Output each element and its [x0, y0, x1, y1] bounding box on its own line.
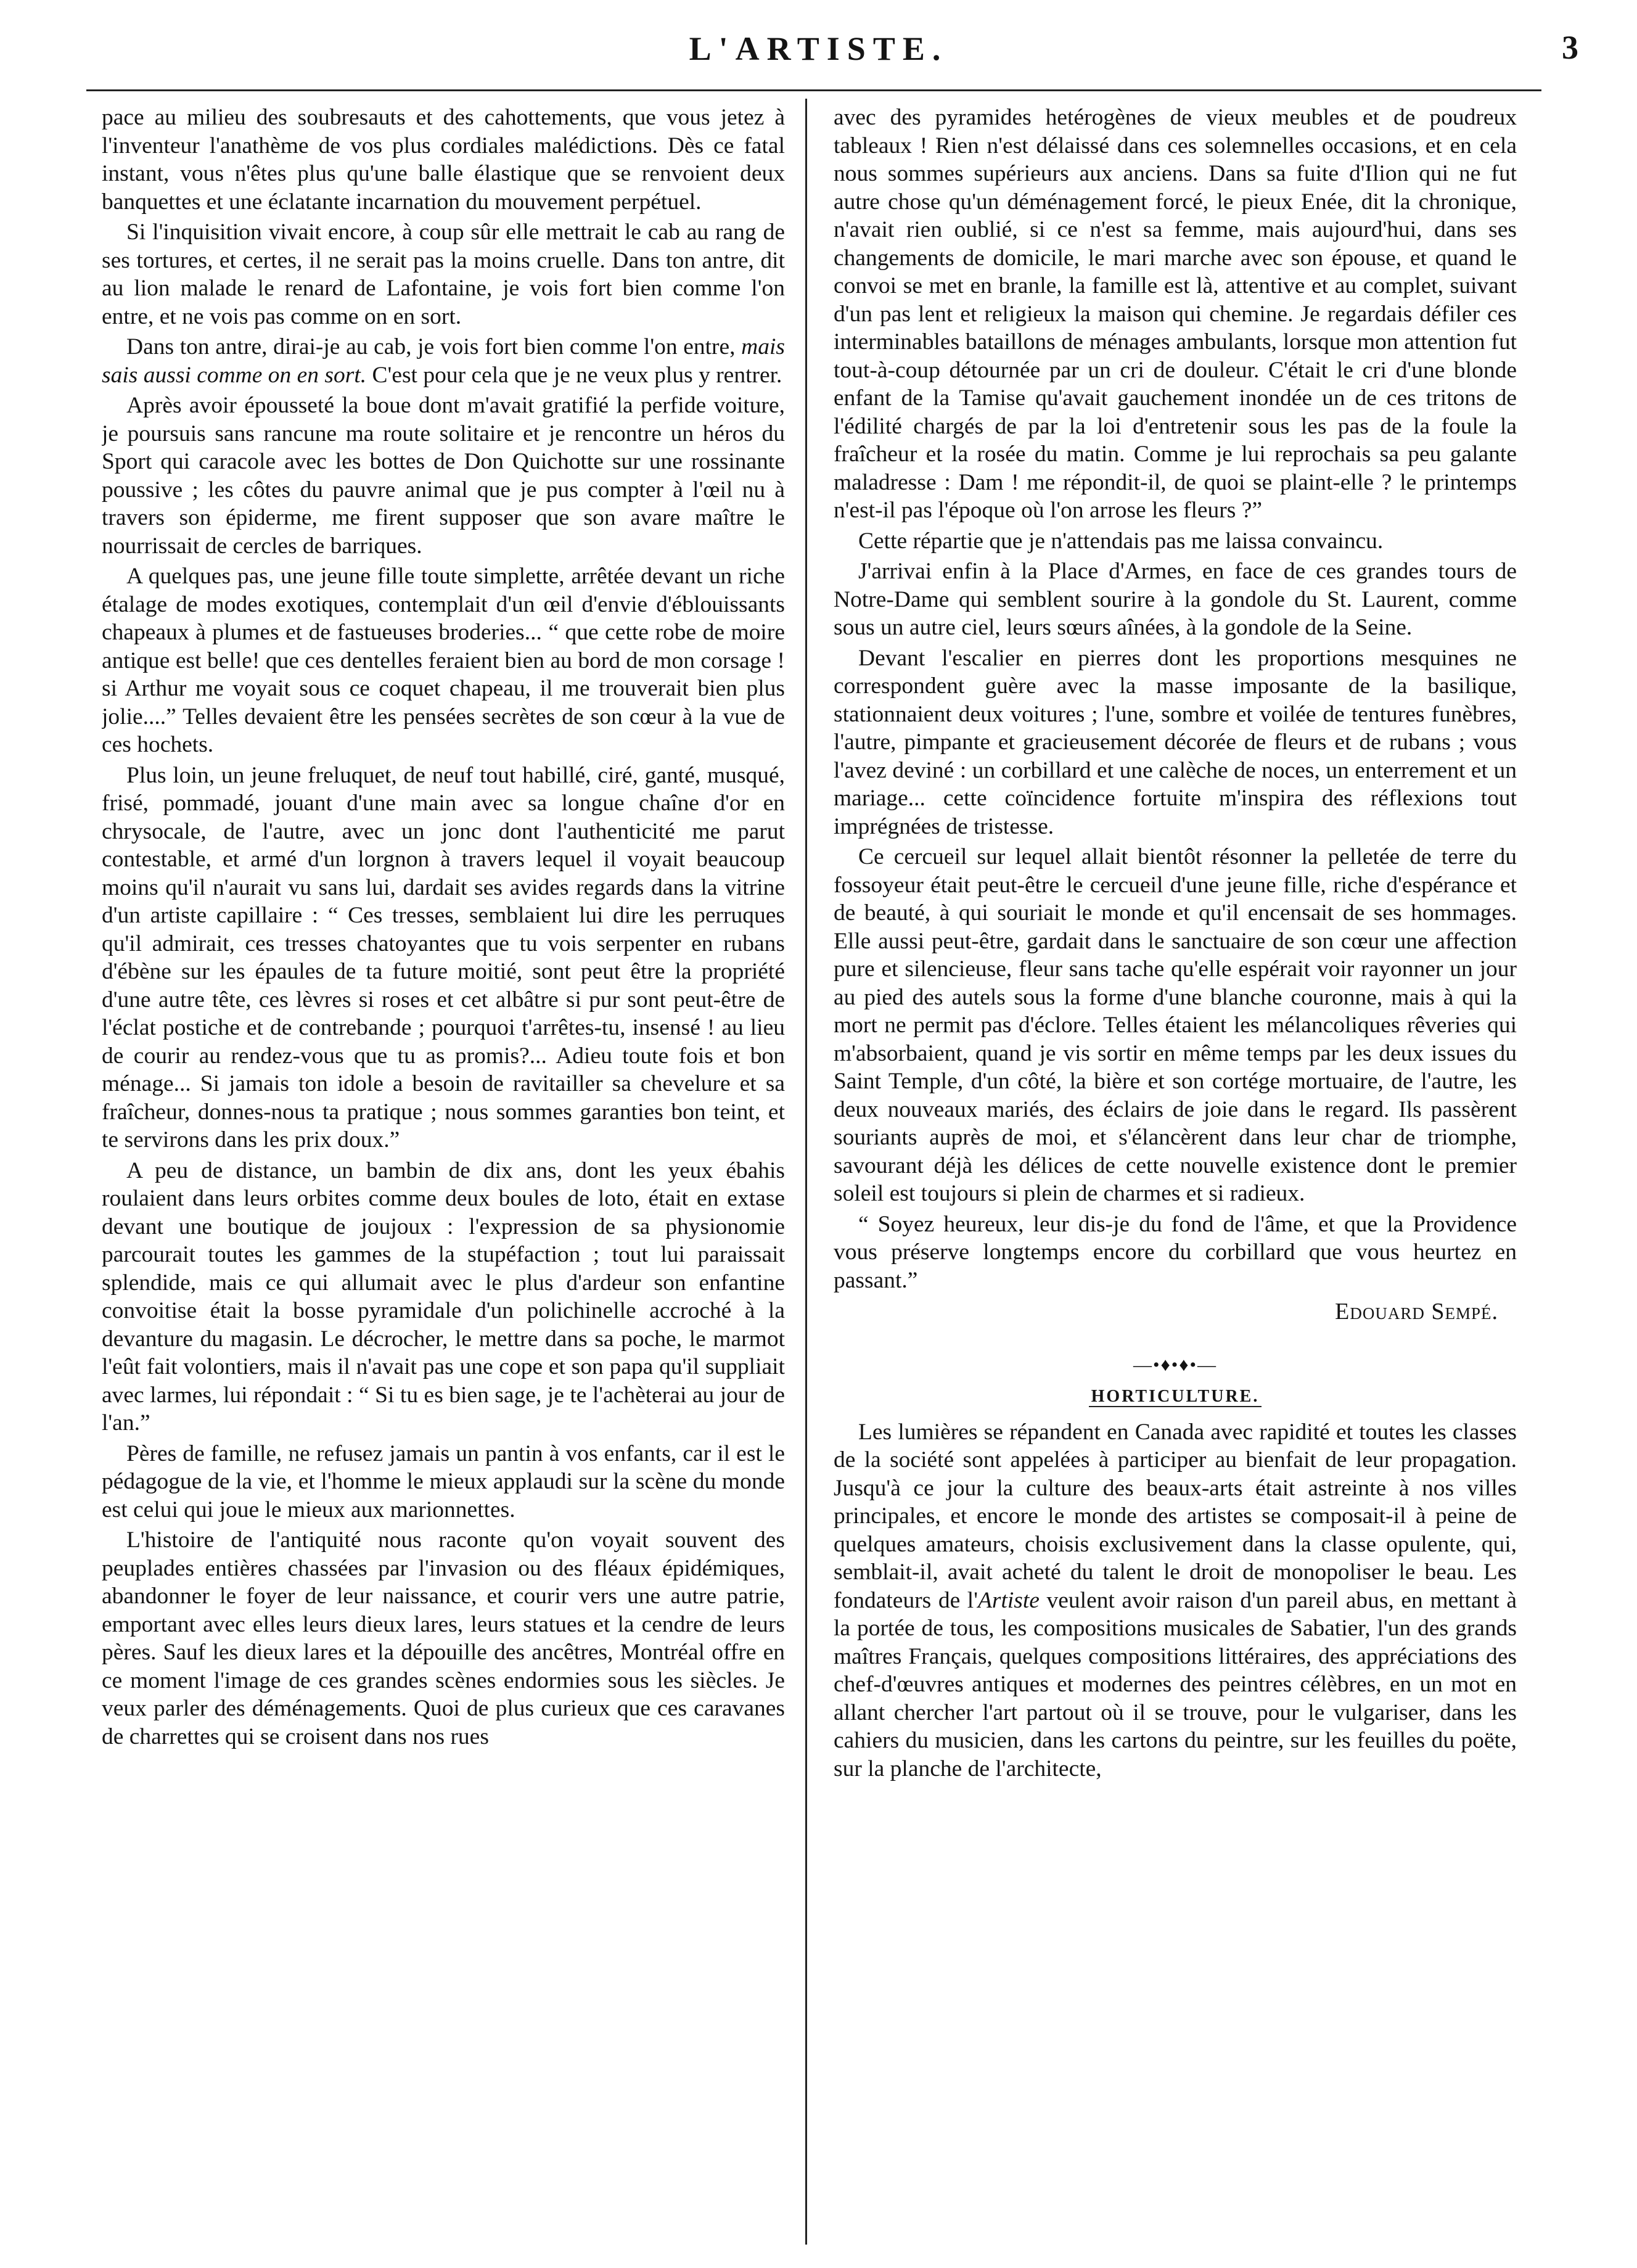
author-signature: Edouard Sempé.: [1335, 1299, 1498, 1325]
right-column: [834, 104, 1517, 2243]
paragraph: Si l'inquisition vivait encore, à coup sûr elle mettrait le cab au rang de ses tortures, et certes, il ne serait pas la moins cruelle. Dans ton antre, dit au lion malade le renard de Lafontaine, je vois fort bien comme l'on entre, et ne vois pas comme on en sort.: [102, 220, 785, 329]
paragraph: Devant l'escalier en pierres dont les proportions mesquines ne correspondent guère avec la masse imposante de la basilique, stationnaient deux voitures ; l'une, sombre et voilée de tentures funèbres, l'autre, pimpante et gracieusement décorée de fleurs et de rubans ; vous l'avez deviné : un corbillard et une calèche de noces, un enterrement et un mariage... cette coïncidence fortuite m'inspira des réflexions tout imprégnées de tristesse.: [834, 645, 1517, 839]
running-head: [0, 25, 1637, 74]
paragraph-text: Dans ton antre, dirai-je au cab, je vois fort bien comme l'on entre,: [126, 334, 736, 360]
paragraph: “ Soyez heureux, leur dis-je du fond de l'âme, et que la Providence vous préserve longtemps encore du corbillard que vous heurtez en passant.”: [834, 1211, 1517, 1293]
italic-title: Artiste: [977, 1587, 1040, 1613]
paragraph: Pères de famille, ne refusez jamais un pantin à vos enfants, car il est le pédagogue de la vie, et l'homme le mieux applaudi sur la scène du monde est celui qui joue le mieux aux marionnettes.: [102, 1440, 785, 1522]
paragraph: A peu de distance, un bambin de dix ans, dont les yeux ébahis roulaient dans leurs orbites comme deux boules de loto, était en extase devant une boutique de joujoux : l'expression de sa physionomie parcourait toutes les gammes de la stupéfaction ; tout lui paraissait splendide, mais ce qui allumait avec le plus d'ardeur son enfantine convoitise était la bosse pyramidale d'un polichinelle accroché à la devanture du magasin. Le décrocher, le mettre dans sa poche, le marmot l'eût fait volontiers, mais il n'avait pas une cope et son papa qu'il suppliait avec larmes, lui répondait : “ Si tu es bien sage, je te l'achèterai au jour de l'an.”: [102, 1157, 785, 1436]
section-heading: [834, 1383, 1517, 1411]
paragraph: Ce cercueil sur lequel allait bientôt résonner la pelletée de terre du fossoyeur était peut-être le cercueil d'une jeune fille, riche d'espérance et de beauté, à qui souriait le monde et qu'il encensait de ses hommages. Elle aussi peut-être, gardait dans le sanctuaire de son cœur une affection pure et silencieuse, fleur sans tache qu'elle espérait voir rayonner un jour au pied des autels sous la forme d'une blanche couronne, mais à qui la mort ne permit pas d'éclore. Telles étaient les mélancoliques rêveries qui m'absorbaient, quand je vis sortir en même temps par les deux issues du Saint Temple, d'un côté, la bière et son cortége mortuaire, de l'autre, les deux nouveaux mariés, des éclairs de joie dans le regard. Ils passèrent souriants auprès de moi, et s'élancèrent dans leur char de triomphe, savourant déjà les délices de cette nouvelle existence dont le premier soleil est toujours si plein de charmes et si radieux.: [834, 844, 1517, 1206]
paragraph: J'arrivai enfin à la Place d'Armes, en face de ces grandes tours de Notre-Dame qui semblent sourire à la gondole du St. Laurent, comme sous un autre ciel, leurs sœurs aînées, à la gondole de la Seine.: [834, 559, 1517, 640]
paragraph-text: Les lumières se répandent en Canada avec rapidité et toutes les classes de la société sont appelées à participer au bienfait de leur propagation. Jusqu'à ce jour la culture des beaux-arts était astreinte à nos villes principales, et encore le monde des artistes se composait-il à peine de quelques amateurs, choisis exclusivement dans la classe opulente, qui, semblait-il, avait acheté du talent le droit de monopoliser le beau. Les fondateurs de l': [834, 1419, 1517, 1613]
paragraph: L'histoire de l'antiquité nous raconte qu'on voyait souvent des peuplades entières chassées par l'invasion ou des fléaux épidémiques, abandonner le foyer de leur naissance, et courir vers une autre patrie, emportant avec elles leurs dieux lares, leurs statues et la cendre de leurs pères. Sauf les dieux lares et la dépouille des ancêtres, Montréal offre en ce moment l'image de ces grandes scènes endormies sous les siècles. Je veux parler des déménagements. Quoi de plus curieux que ces caravanes de charrettes qui se croisent dans nos rues: [102, 1527, 785, 1749]
paragraph: [102, 333, 785, 389]
header-rule: [86, 89, 1541, 91]
paragraph: pace au milieu des soubresauts et des cahottements, que vous jetez à l'inventeur l'anathème de vos plus cordiales malédictions. Dès ce fatal instant, vous n'êtes plus qu'une balle élastique que se renvoient deux banquettes et une éclatante incarnation du mouvement perpétuel.: [102, 105, 785, 215]
column-divider: [805, 99, 807, 2245]
italic-quote: mais sais aussi comme on en sort.: [102, 334, 785, 388]
paragraph: Après avoir épousseté la boue dont m'avait gratifié la perfide voiture, je poursuis sans rancune ma route solitaire et je rencontre un héros du Sport qui caracole avec les bottes de Don Quichotte sur une rossinante poussive ; les côtes du pauvre animal que je pus compter à l'œil nu à travers son épiderme, me firent supposer que son avare maître le nourrissait de cercles de barriques.: [102, 393, 785, 559]
left-column: [102, 104, 785, 2243]
paragraph: [834, 1418, 1517, 1783]
paragraph: avec des pyramides hetérogènes de vieux meubles et de poudreux tableaux ! Rien n'est délaissé dans ces solemnelles occasions, et en cela nous sommes supérieurs aux anciens. Dans sa fuite d'Ilion qui ne fut autre chose qu'un déménagement forcé, le pieux Enée, dit la chronique, n'avait rien oublié, si ce n'est sa femme, mais aujourd'hui, dans ses changements de domicile, le mari marche avec son épouse, et quand le convoi se met en branle, la famille est là, attentive et au complet, suivant d'un pas lent et religieux la maison qui chemine. Je regardais défiler ces interminables bataillons de ménages ambulants, lorsque mon attention fut tout-à-coup détournée par un cri de douleur. C'était le cri d'une blonde enfant de la Tamise qu'avait gauchement inondée un de ces tritons de l'édilité chargés de par la loi d'entretenir sous les pas de la foule la fraîcheur et la rosée du matin. Comme je lui reprochais sa peu galante maladresse : Dam ! me répondit-il, de quoi se plaint-elle ? le printemps n'est-il pas l'époque où l'on arrose les fleurs ?”: [834, 105, 1517, 523]
paragraph-text: veulent avoir raison d'un pareil abus, en mettant à la portée de tous, les compositions musicales de Sabatier, l'un des grands maîtres Français, quelques compositions littéraires, des appréciations des chef-d'œuvres antiques et modernes des peintres célèbres, en un mot en allant chercher l'art partout où il se trouve, pour le vulgariser, dans les cahiers du musicien, dans les cartons du peintre, sur les feuilles du poëte, sur la planche de l'architecte,: [834, 1587, 1517, 1781]
ornament-divider: —•♦•♦•—: [1133, 1354, 1218, 1375]
paragraph: A quelques pas, une jeune fille toute simplette, arrêtée devant un riche étalage de modes exotiques, contemplait d'un œil d'envie d'éblouissants chapeaux à plumes et de fastueuses broderies... “ que cette robe de moire antique est belle! que ces dentelles feraient bien au bord de mon corsage ! si Arthur me voyait sous ce coquet chapeau, il me trouverait bien plus jolie....” Telles devaient être les pensées secrètes de son cœur à la vue de ces hochets.: [102, 564, 785, 757]
paragraph-text: C'est pour cela que je ne veux plus y rentrer.: [372, 362, 782, 388]
paragraph: Cette répartie que je n'attendais pas me laissa convaincu.: [858, 528, 1384, 554]
journal-title: L'ARTISTE.: [689, 30, 948, 67]
paragraph: Plus loin, un jeune freluquet, de neuf tout habillé, ciré, ganté, musqué, frisé, pommadé, jouant d'une main avec sa longue chaîne d'or en chrysocale, de l'autre, avec un jonc dont l'authenticité me parut contestable, et armé d'un lorgnon à travers lequel il voyait beaucoup moins qu'il n'aurait vu sans lui, dardait ses avides regards dans la vitrine d'un artiste capillaire : “ Ces tresses, semblaient lui dire les perruques qu'il admirait, ces tresses chatoyantes que tu vois serpenter en rubans d'ébène sur les épaules de ta future moitié, sont peut être la propriété d'une autre tête, ces lèvres si roses et cet albâtre si pur sont peut-être de l'éclat postiche et de contrebande ; pourquoi t'arrêtes-tu, insensé ! au lieu de courir au rendez-vous que tu as promis?... Adieu toute fois et bon ménage... Si jamais ton idole a besoin de ravitailler sa chevelure et sa fraîcheur, donnes-nous ta pratique ; nous sommes garanties bon teint, et te servirons dans les prix doux.”: [102, 762, 785, 1152]
section-heading-text: HORTICULTURE.: [1089, 1387, 1262, 1407]
page-number: 3: [1562, 29, 1578, 66]
